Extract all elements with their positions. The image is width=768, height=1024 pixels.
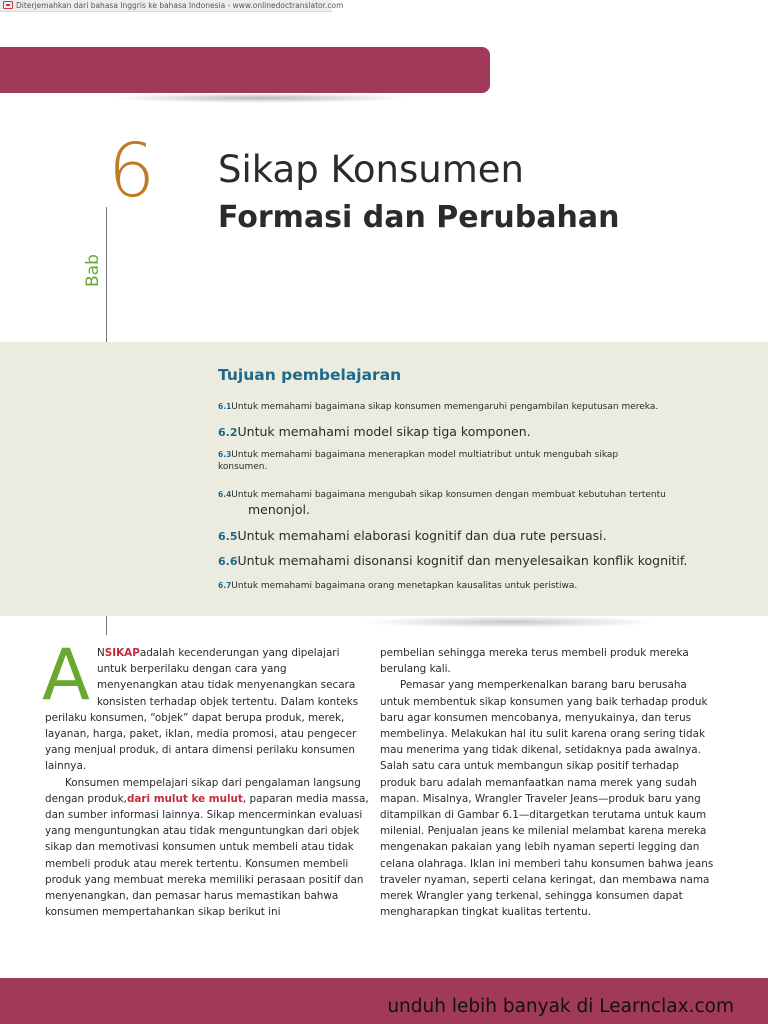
chapter-subtitle: Formasi dan Perubahan [218, 200, 620, 235]
body-line: konsisten terhadap objek tertentu. Dalam konteks [97, 695, 359, 708]
body-line: mapan. Misalnya, Wrangler Traveler Jeans—produk baru yang [380, 792, 701, 805]
objective-number: 6.2 [218, 426, 238, 439]
objective-number: 6.1 [218, 402, 232, 411]
body-line: Salah satu cara untuk membangun sikap positif terhadap [380, 760, 679, 773]
body-line: Konsumen mempelajari sikap dari pengalaman langsung [65, 776, 361, 789]
body-column-right [380, 645, 714, 920]
body-line: produk yang membuat mereka memiliki perasaan positif dan [45, 873, 364, 886]
objective-text: Untuk memahami model sikap tiga komponen. [237, 424, 531, 439]
objective-item [218, 450, 688, 473]
objectives-shadow [360, 616, 660, 628]
header-band [0, 47, 490, 93]
body-line: mengenakan pakaian yang lebih nyaman seperti legging dan [380, 841, 700, 854]
objective-text: Untuk memahami bagaimana sikap konsumen memengaruhi pengambilan keputusan mereka. [231, 402, 659, 412]
body-line: perilaku konsumen, “objek” dapat berupa produk, merek, [45, 711, 345, 724]
objective-number: 6.7 [218, 581, 232, 590]
objective-item [218, 553, 688, 569]
body-line: dan sumber informasi lainnya. Sikap mencerminkan evaluasi [45, 809, 363, 822]
objective-number: 6.4 [218, 490, 232, 499]
translator-banner[interactable] [0, 0, 344, 12]
objective-item [218, 424, 688, 440]
objective-text-cont: menonjol. [248, 501, 310, 517]
footer-download-link[interactable]: unduh lebih banyak di Learnclax.com [387, 996, 734, 1017]
body-line: ditampilkan di Gambar 6.1—ditargetkan terutama untuk kaum [380, 809, 707, 822]
body-line: dengan produk,dari mulut ke mulut, paparan media massa, [45, 792, 369, 805]
body-line: menyenangkan, dan pemasar harus memastikan bahwa [45, 890, 339, 903]
body-line: yang menguntungkan atau tidak menguntungkan dari objek [45, 825, 360, 838]
body-line: menyenangkan atau tidak menyenangkan secara [97, 679, 356, 692]
body-line: layanan, harga, paket, iklan, media promosi, atau pengecer [45, 728, 357, 741]
objective-number: 6.3 [218, 450, 232, 459]
objective-item [218, 402, 688, 414]
body-line: produk baru adalah memanfaatkan nama merek yang sudah [380, 776, 697, 789]
objective-item [218, 490, 688, 518]
objective-text: Untuk memahami elaborasi kognitif dan dua rute persuasi. [237, 528, 607, 543]
chapter-title: Sikap Konsumen [218, 148, 524, 191]
chapter-number: 6 [108, 128, 156, 214]
objective-item [218, 581, 688, 593]
body-line: Pemasar yang memperkenalkan barang baru berusaha [400, 679, 687, 692]
body-line: berulang kali. [380, 663, 451, 676]
translator-text[interactable]: Diterjemahkan dari bahasa Inggris ke bahasa Indonesia - www.onlinedoctranslator.com [16, 1, 344, 10]
body-line: mengharapkan tingkat kualitas tertentu. [380, 906, 592, 919]
body-line: baru agar konsumen mencobanya, menyukainya, dan terus [380, 711, 692, 724]
body-line: celana olahraga. Iklan ini memberi tahu konsumen bahwa jeans [380, 857, 714, 870]
objective-text: Untuk memahami bagaimana menerapkan model multiatribut untuk mengubah sikap [231, 450, 619, 460]
objective-number: 6.5 [218, 530, 238, 543]
body-line: untuk membentuk sikap konsumen yang baik terhadap produk [380, 695, 708, 708]
body-line: membelinya. Melakukan hal itu sulit karena orang sering tidak [380, 728, 705, 741]
objective-text: Untuk memahami bagaimana orang menetapkan kausalitas untuk peristiwa. [231, 581, 578, 591]
body-column-left [45, 645, 367, 920]
body-line: pembelian sehingga mereka terus membeli produk mereka [380, 647, 689, 659]
body-line: milenial. Penjualan jeans ke milenial melambat karena mereka [380, 825, 707, 838]
objective-text: Untuk memahami bagaimana mengubah sikap konsumen dengan membuat kebutuhan tertentu [231, 490, 666, 500]
body-line: untuk berperilaku dengan cara yang [97, 663, 287, 676]
body-line: membeli produk atau merek tertentu. Konsumen membeli [45, 857, 349, 870]
body-line: mau menerima yang tidak dikenal, setidaknya pada awalnya. [380, 744, 701, 757]
body-line: yang menjual produk, di antara dimensi perilaku konsumen [45, 744, 355, 757]
drop-cap: A [42, 634, 90, 716]
body-line: NSIKAPadalah kecenderungan yang dipelajari [97, 647, 340, 659]
body-line: traveler nyaman, seperti celana keringat, dan membawa nama [380, 873, 710, 886]
objectives-heading: Tujuan pembelajaran [218, 366, 402, 384]
objective-item [218, 528, 688, 544]
objective-text: Untuk memahami disonansi kognitif dan menyelesaikan konflik kognitif. [237, 553, 688, 568]
objective-number: 6.6 [218, 555, 238, 568]
translator-icon [3, 1, 13, 9]
body-line: lainnya. [45, 760, 87, 773]
keyword-term: dari mulut ke mulut [126, 792, 243, 805]
body-line: sikap dan memotivasi konsumen untuk membeli atau tidak [45, 841, 354, 854]
objective-text-cont: konsumen. [218, 461, 268, 472]
header-band-shadow [110, 93, 410, 103]
chapter-label: Bab [83, 254, 103, 287]
keyword-term: SIKAP [104, 647, 140, 659]
body-line: konsumen mempertahankan sikap berikut ini [45, 906, 281, 919]
body-line: merek Wrangler yang terkenal, sehingga konsumen dapat [380, 890, 683, 903]
